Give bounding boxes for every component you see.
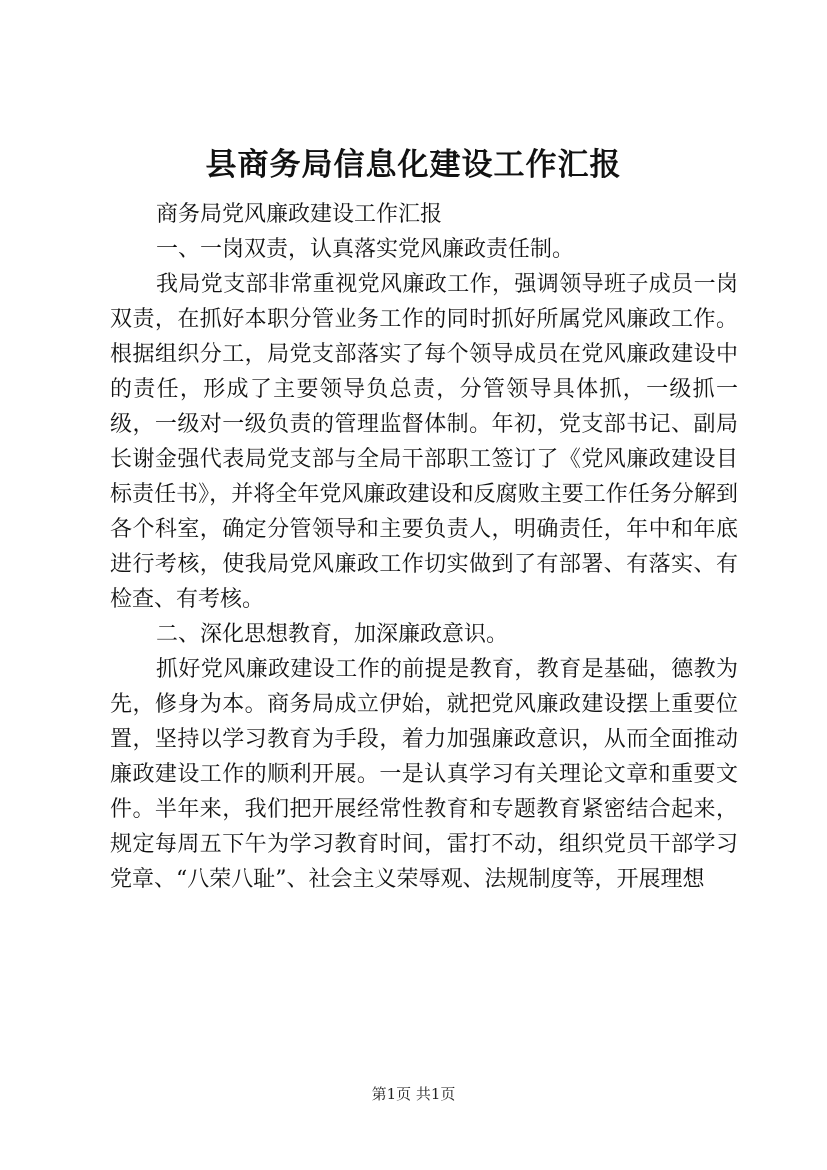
body-paragraph-1: 我局党支部非常重视党风廉政工作，强调领导班子成员一岗双责，在抓好本职分管业务工作的同时抓好所属党风廉政工作。根据组织分工，局党支部落实了每个领导成员在党风廉政建设中的责任，形成了主要领导负总责，分管领导具体抓，一级抓一级，一级对一级负责的管理监督体制。年初，党支部书记、副局长谢金强代表局党支部与全局干部职工签订了《党风廉政建设目标责任书》，并将全年党风廉政建设和反腐败主要工作任务分解到各个科室，确定分管领导和主要负责人，明确责任，年中和年底进行考核，使我局党风廉政工作切实做到了有部署、有落实、有检查、有考核。	[110, 272, 738, 612]
section-heading-2: 二、深化思想教育，加深廉政意识。	[156, 622, 509, 647]
section-heading-1: 一、一岗双责，认真落实党风廉政责任制。	[156, 237, 575, 262]
subtitle-paragraph: 商务局党风廉政建设工作汇报	[156, 202, 443, 227]
document-title: 县商务局信息化建设工作汇报	[205, 147, 622, 183]
body-paragraph-2: 抓好党风廉政建设工作的前提是教育，教育是基础，德教为先，修身为本。商务局成立伊始，就把党风廉政建设摆上重要位置，坚持以学习教育为手段，着力加强廉政意识，从而全面推动廉政建设工作的顺利开展。一是认真学习有关理论文章和重要文件。半年来，我们把开展经常性教育和专题教育紧密结合起来，规定每周五下午为学习教育时间，雷打不动，组织党员干部学习党章、“八荣八耻”、社会主义荣辱观、法规制度等，开展理想	[110, 657, 738, 892]
page-number-footer: 第1页 共1页	[371, 1085, 456, 1103]
document-body	[110, 197, 738, 897]
